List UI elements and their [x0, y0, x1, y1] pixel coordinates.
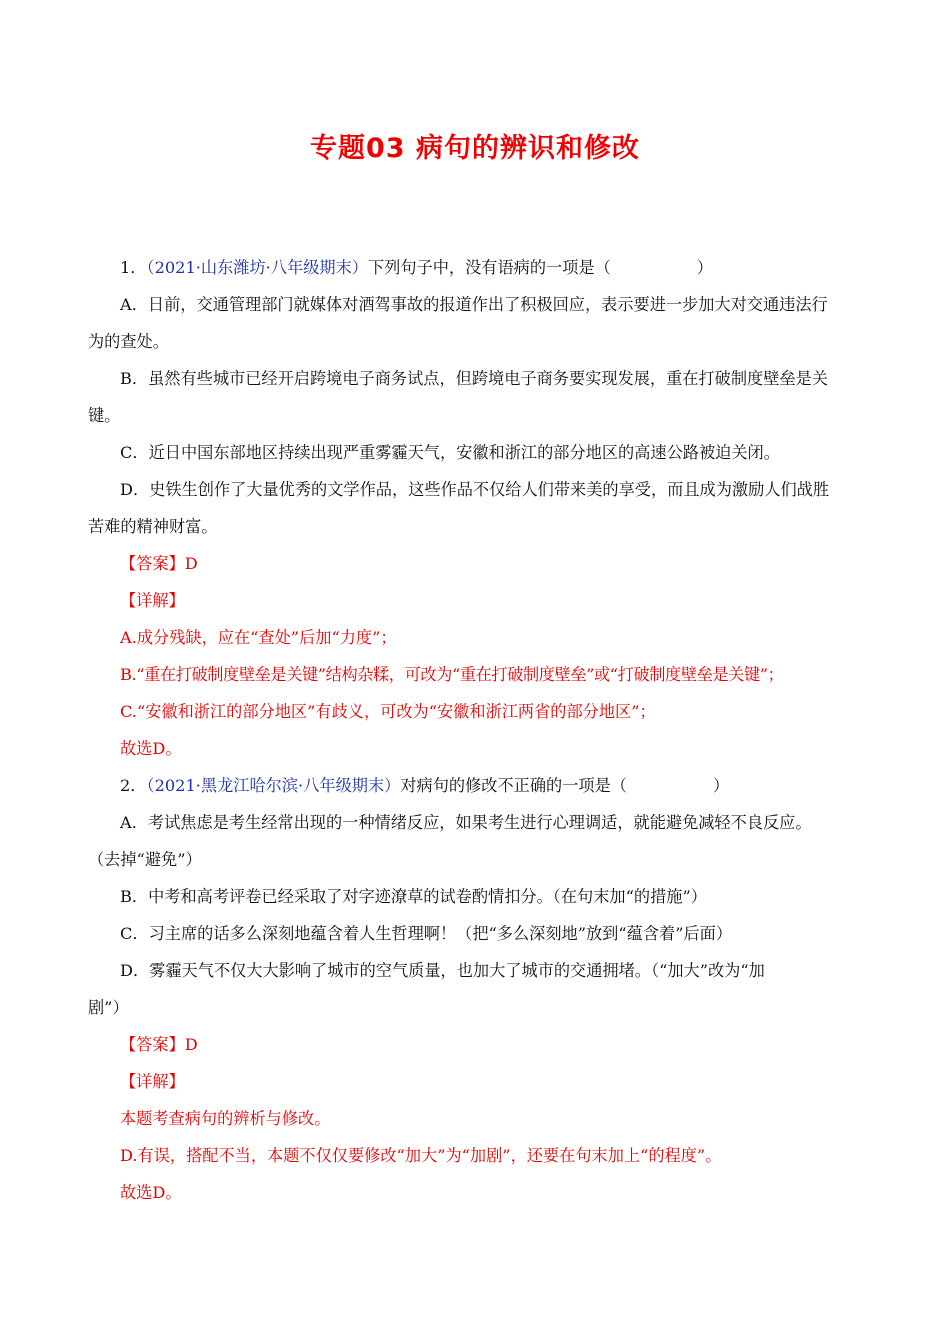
question-number: 2．	[120, 776, 147, 795]
answer-label: 【答案】D	[120, 554, 198, 573]
explanation-conclusion: 故选D。	[120, 1183, 182, 1202]
question-close-paren: ）	[712, 776, 730, 795]
option-b: B．中考和高考评卷已经采取了对字迹潦草的试卷酌情扣分。（在句末加“的措施”）	[120, 887, 707, 906]
explanation-label: 【详解】	[120, 1072, 185, 1091]
option-a-line-2: （去掉“避免”）	[88, 850, 202, 869]
question-text: 对病句的修改不正确的一项是（	[400, 776, 627, 795]
question-close-paren: ）	[696, 258, 713, 277]
option-a-line-1: A．日前，交通管理部门就媒体对酒驾事故的报道作出了积极回应，表示要进一步加大对交通违法行	[120, 295, 828, 314]
answer-label: 【答案】D	[120, 1035, 198, 1054]
question-source: （2021·黑龙江哈尔滨·八年级期末）	[146, 776, 401, 795]
option-a-line-2: 为的查处。	[88, 332, 169, 351]
explanation-line: A.成分残缺，应在“查处”后加“力度”；	[120, 628, 397, 647]
question-list	[88, 249, 868, 1211]
explanation-conclusion: 故选D。	[120, 739, 182, 758]
explanation-line: B.“重在打破制度壁垒是关键”结构杂糅，可改为“重在打破制度壁垒”或“打破制度壁垒是关键”；	[120, 665, 784, 684]
option-b-line-2: 键。	[88, 406, 121, 425]
option-a-line-1: A．考试焦虑是考生经常出现的一种情绪反应，如果考生进行心理调适，就能避免减轻不良反应。	[120, 813, 812, 832]
question-1-stem	[88, 249, 868, 286]
question-source: （2021·山东潍坊·八年级期末）	[146, 258, 368, 277]
option-d-line-2: 剧”）	[88, 998, 129, 1017]
page-title: 专题03 病句的辨识和修改	[310, 133, 640, 164]
explanation-label: 【详解】	[120, 591, 185, 610]
option-b-line-1: B．虽然有些城市已经开启跨境电子商务试点，但跨境电子商务要实现发展，重在打破制度壁垒是关	[120, 369, 828, 388]
explanation-line: D.有误，搭配不当，本题不仅仅要修改“加大”为“加剧”，还要在句末加上“的程度”。	[120, 1146, 722, 1165]
explanation-line: C.“安徽和浙江的部分地区”有歧义，可改为“安徽和浙江两省的部分地区”；	[120, 702, 656, 721]
option-d-line-2: 苦难的精神财富。	[88, 517, 218, 536]
option-d-line-1: D．史铁生创作了大量优秀的文学作品，这些作品不仅给人们带来美的享受，而且成为激励人们战胜	[120, 480, 830, 499]
option-d-line-1: D．雾霾天气不仅大大影响了城市的空气质量，也加大了城市的交通拥堵。（“加大”改为“加	[120, 961, 765, 980]
explanation-line: 本题考查病句的辨析与修改。	[120, 1109, 331, 1128]
option-c: C．习主席的话多么深刻地蕴含着人生哲理啊！（把“多么深刻地”放到“蕴含着”后面）	[120, 924, 733, 943]
question-text: 下列句子中，没有语病的一项是（	[367, 258, 611, 277]
question-number: 1．	[120, 258, 147, 277]
option-c: C．近日中国东部地区持续出现严重雾霾天气，安徽和浙江的部分地区的高速公路被迫关闭。	[120, 443, 780, 462]
question-2-stem	[88, 767, 868, 804]
